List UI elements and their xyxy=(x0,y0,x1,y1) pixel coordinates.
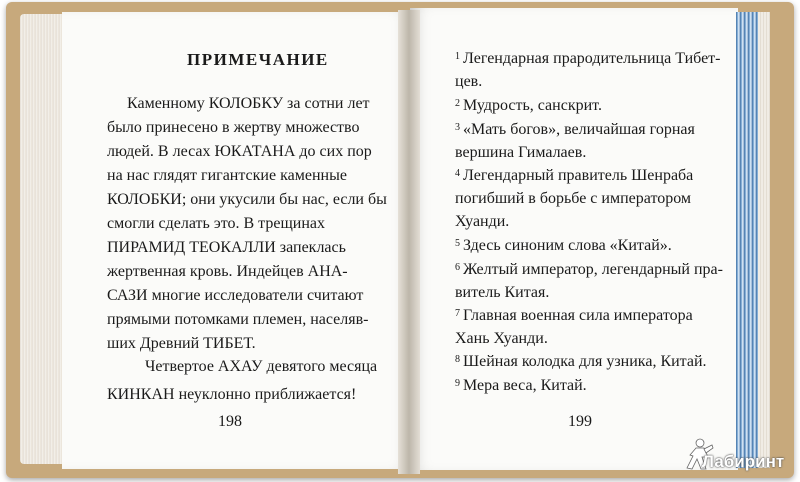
footnote-number: 1 xyxy=(455,51,460,62)
text-line: ших Древний ТИБЕТ. xyxy=(107,335,256,352)
text-line: Каменному КОЛОБКУ за сотни лет xyxy=(127,95,370,112)
text-line: было принесено в жертву множество xyxy=(107,119,360,136)
footnote-line xyxy=(455,162,723,187)
text-line: смогли сделать это. В трещинах xyxy=(107,215,325,232)
footnote-line xyxy=(455,372,723,397)
paragraph-1 xyxy=(107,92,387,356)
footnote-line xyxy=(455,45,723,70)
paragraph-2 xyxy=(107,353,378,409)
footnote-line xyxy=(455,281,723,304)
text-line: людей. В лесах ЮКАТАНА до сих пор xyxy=(107,143,372,160)
text-line: Четвертое АХАУ девятого месяца xyxy=(145,358,378,375)
text-line: на нас глядят гигантские каменные xyxy=(107,167,347,184)
footnote-number: 6 xyxy=(455,262,460,273)
footnote-line xyxy=(455,256,723,281)
footnote-5 xyxy=(455,232,723,257)
footnote-9 xyxy=(455,372,723,397)
footnote-3 xyxy=(455,116,723,164)
footnote-line xyxy=(455,210,723,233)
footnote-text: «Мать богов», величайшая горная xyxy=(463,121,695,138)
footnote-line xyxy=(455,348,723,373)
footnote-text: Хуанди. xyxy=(455,213,510,230)
footnote-line xyxy=(455,232,723,257)
footnote-number: 8 xyxy=(455,354,460,365)
footnote-line xyxy=(455,187,723,210)
footnote-2 xyxy=(455,92,723,117)
footnote-4 xyxy=(455,162,723,233)
page-number-left: 198 xyxy=(218,413,242,430)
footnote-number: 9 xyxy=(455,378,460,389)
footnote-6 xyxy=(455,256,723,304)
footnote-7 xyxy=(455,302,723,350)
footnote-text: вершина Гималаев. xyxy=(455,144,587,161)
footnote-line xyxy=(455,141,723,164)
text-line: ПИРАМИД ТЕОКАЛЛИ запеклась xyxy=(107,239,346,256)
footnote-text: Мера веса, Китай. xyxy=(463,377,587,394)
book-gutter xyxy=(398,10,420,474)
footnote-1 xyxy=(455,45,723,93)
footnote-text: витель Китая. xyxy=(455,284,550,301)
footnote-text: Шейная колодка для узника, Китай. xyxy=(463,353,707,370)
footnote-text: Главная военная сила императора xyxy=(463,307,693,324)
footnote-text: погибший в борьбе с императором xyxy=(455,190,692,207)
footnote-number: 4 xyxy=(455,168,460,179)
footnote-text: цев. xyxy=(455,73,483,90)
footnote-line xyxy=(455,327,723,350)
text-line: САЗИ многие исследователи считают xyxy=(107,287,364,304)
footnote-number: 3 xyxy=(455,122,460,133)
page-heading: ПРИМЕЧАНИЕ xyxy=(187,50,329,69)
footnote-text: Хань Хуанди. xyxy=(455,330,548,347)
text-line: жертвенная кровь. Индейцев АНА- xyxy=(107,263,348,280)
footnote-number: 5 xyxy=(455,238,460,249)
footnote-8 xyxy=(455,348,723,373)
footnote-text: Легендарный правитель Шенраба xyxy=(463,167,694,184)
page-number-right: 199 xyxy=(568,413,592,430)
footnote-number: 7 xyxy=(455,308,460,319)
right-page-edge-stripes xyxy=(736,12,758,468)
footnote-line xyxy=(455,92,723,117)
footnote-text: Мудрость, санскрит. xyxy=(463,97,602,114)
footnote-text: Легендарная прародительница Тибет- xyxy=(463,50,721,67)
footnote-line xyxy=(455,116,723,141)
footnote-line xyxy=(455,302,723,327)
watermark-text: Лабиринт xyxy=(702,452,785,471)
footnote-text: Здесь синоним слова «Китай». xyxy=(463,237,672,254)
footnote-number: 2 xyxy=(455,98,460,109)
text-line: КИНКАН неуклонно приближается! xyxy=(107,386,357,403)
text-line: КОЛОБКИ; они укусили бы нас, если бы xyxy=(107,191,387,208)
footnote-line xyxy=(455,70,723,93)
footnote-text: Желтый император, легендарный пра- xyxy=(463,261,723,278)
text-line: прямыми потомками племен, населяв- xyxy=(107,311,369,328)
